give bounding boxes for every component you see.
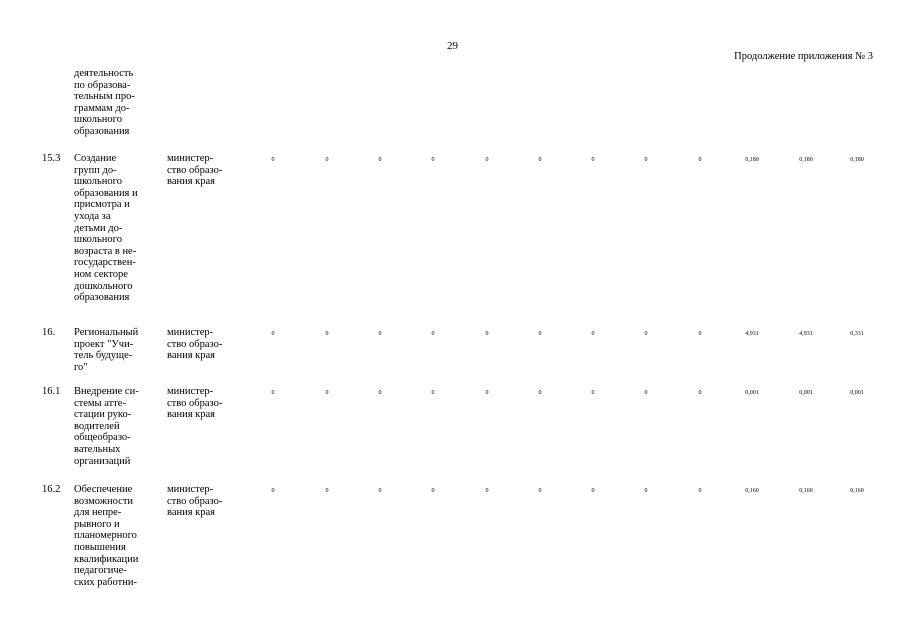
value-cell: 0	[538, 331, 542, 337]
row-number: 16.	[42, 327, 56, 338]
value-cell: 0	[378, 157, 382, 163]
value-cell: 0,001	[850, 390, 864, 396]
row-name: Региональный проект "Учи- тель будуще- го"	[74, 327, 139, 373]
value-cell: 0	[644, 157, 648, 163]
appendix-continuation-note: Продолжение приложения № 3	[734, 51, 873, 62]
row-name: Обеспечение возможности для непре- рывного и планомерного повышения квалификации педагогиче- ских работни-	[74, 484, 139, 588]
value-cell: 0	[538, 488, 542, 494]
value-cell: 0	[378, 331, 382, 337]
value-cell: 0,331	[850, 331, 864, 337]
value-cell: 0,180	[799, 157, 813, 163]
row-number: 15.3	[42, 153, 61, 164]
value-cell: 0,001	[745, 390, 759, 396]
value-cell: 0	[698, 331, 702, 337]
value-cell: 0	[644, 488, 648, 494]
value-cell: 0	[325, 488, 329, 494]
value-cell: 4,931	[799, 331, 813, 337]
row-executor: министер- ство образо- вания края	[167, 386, 223, 421]
value-cell: 0	[644, 331, 648, 337]
row-name: Внедрение си- стемы атте- стации руко- водителей общеобразо- вательных организаций	[74, 386, 139, 467]
row-executor: министер- ство образо- вания края	[167, 153, 223, 188]
value-cell: 0	[698, 488, 702, 494]
value-cell: 0	[485, 331, 489, 337]
value-cell: 0	[485, 157, 489, 163]
value-cell: 0	[378, 390, 382, 396]
page-number: 29	[447, 40, 458, 52]
row-number: 16.1	[42, 386, 61, 397]
value-cell: 0,160	[799, 488, 813, 494]
value-cell: 0	[431, 390, 435, 396]
value-cell: 0	[591, 331, 595, 337]
value-cell: 0	[431, 331, 435, 337]
value-cell: 0	[698, 157, 702, 163]
value-cell: 0	[271, 157, 275, 163]
value-cell: 0,160	[850, 488, 864, 494]
row-name: Создание групп до- школьного образования и присмотра и ухода за детьми до- школьного возраста в не- государствен- ном секторе дошкольного образования	[74, 153, 138, 304]
value-cell: 0	[325, 331, 329, 337]
value-cell: 0	[644, 390, 648, 396]
value-cell: 4,931	[745, 331, 759, 337]
row-number: 16.2	[42, 484, 61, 495]
value-cell: 0	[431, 488, 435, 494]
value-cell: 0	[431, 157, 435, 163]
value-cell: 0	[271, 488, 275, 494]
value-cell: 0	[485, 488, 489, 494]
value-cell: 0	[271, 331, 275, 337]
value-cell: 0	[591, 390, 595, 396]
value-cell: 0	[271, 390, 275, 396]
row-executor: министер- ство образо- вания края	[167, 484, 223, 519]
value-cell: 0	[698, 390, 702, 396]
continued-row-name: деятельность по образова- тельным про- граммам до- школьного образования	[74, 68, 135, 137]
value-cell: 0	[538, 390, 542, 396]
value-cell: 0	[538, 157, 542, 163]
value-cell: 0,160	[745, 488, 759, 494]
value-cell: 0,180	[745, 157, 759, 163]
value-cell: 0,001	[799, 390, 813, 396]
value-cell: 0	[325, 157, 329, 163]
value-cell: 0	[325, 390, 329, 396]
value-cell: 0	[378, 488, 382, 494]
value-cell: 0,180	[850, 157, 864, 163]
value-cell: 0	[485, 390, 489, 396]
value-cell: 0	[591, 488, 595, 494]
value-cell: 0	[591, 157, 595, 163]
row-executor: министер- ство образо- вания края	[167, 327, 223, 362]
